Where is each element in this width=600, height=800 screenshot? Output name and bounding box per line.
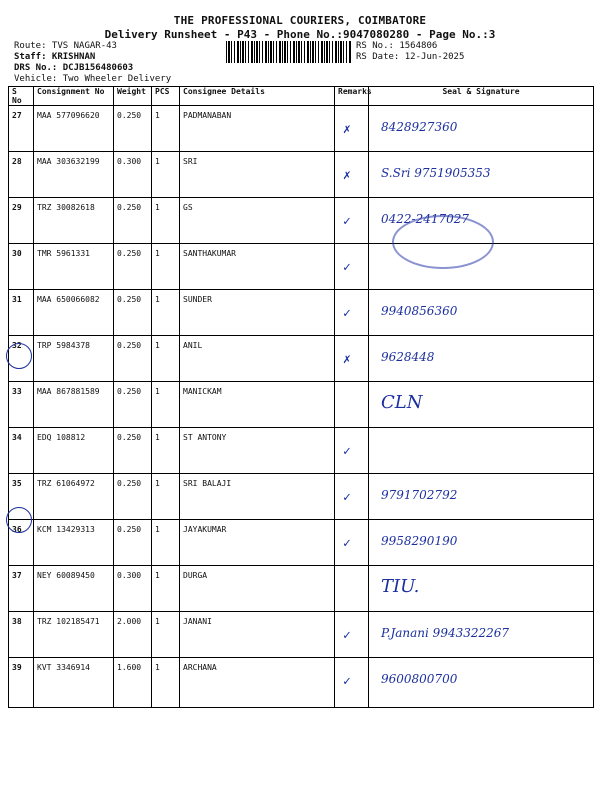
cell-weight: 0.250 [114, 474, 152, 520]
handwritten-signature: S.Sri 9751905353 [381, 166, 491, 180]
cell-consignment: MAA 650066082 [34, 290, 114, 336]
table-row [9, 336, 594, 382]
col-header-signature: Seal & Signature [369, 87, 594, 106]
cell-signature [369, 612, 594, 658]
handwritten-signature: 8428927360 [381, 120, 458, 134]
table-row [9, 198, 594, 244]
cell-weight: 0.250 [114, 198, 152, 244]
company-seal-stamp [392, 215, 494, 269]
cell-remarks [335, 106, 369, 152]
handwritten-signature: CLN [381, 392, 423, 413]
handwritten-signature: 0422-2417027 [381, 212, 470, 226]
cell-consignment: KCM 13429313 [34, 520, 114, 566]
table-row [9, 658, 594, 708]
cell-signature [369, 382, 594, 428]
cell-consignment: TRP 5984378 [34, 336, 114, 382]
runsheet-table [8, 86, 594, 708]
barcode-image [226, 41, 352, 63]
col-header-weight: Weight [114, 87, 152, 106]
cell-consignee: ST ANTONY [180, 428, 335, 474]
cell-sno: 37 [9, 566, 34, 612]
cell-sno: 29 [9, 198, 34, 244]
cell-pcs: 1 [152, 198, 180, 244]
col-header-consignment: Consignment No [34, 87, 114, 106]
cell-weight: 2.000 [114, 612, 152, 658]
cell-pcs: 1 [152, 612, 180, 658]
handwritten-signature: 9628448 [381, 350, 435, 364]
cell-consignment: NEY 60089450 [34, 566, 114, 612]
table-row [9, 612, 594, 658]
cell-consignment: TRZ 61064972 [34, 474, 114, 520]
cell-consignment: EDQ 108812 [34, 428, 114, 474]
cell-weight: 0.250 [114, 336, 152, 382]
tick-mark-icon: ✓ [343, 306, 351, 321]
table-row [9, 106, 594, 152]
cell-consignment: MAA 867881589 [34, 382, 114, 428]
cell-sno: 31 [9, 290, 34, 336]
cell-remarks [335, 382, 369, 428]
cell-signature [369, 474, 594, 520]
route-info: Route: TVS NAGAR-43 [14, 41, 117, 51]
cell-consignee: ARCHANA [180, 658, 335, 708]
table-row [9, 520, 594, 566]
handwritten-signature: 9940856360 [381, 304, 458, 318]
col-header-remarks: Remarks [335, 87, 369, 106]
cell-consignee: PADMANABAN [180, 106, 335, 152]
cell-pcs: 1 [152, 290, 180, 336]
cell-remarks [335, 658, 369, 708]
cell-remarks [335, 152, 369, 198]
drs-info: DRS No.: DCJB156480603 [14, 63, 134, 73]
table-header-row [9, 87, 594, 106]
document-subtitle: Delivery Runsheet - P43 - Phone No.:9047080280 - Page No.:3 [104, 28, 496, 41]
cell-consignee: JANANI [180, 612, 335, 658]
cell-signature [369, 336, 594, 382]
cell-pcs: 1 [152, 152, 180, 198]
cell-sno: 38 [9, 612, 34, 658]
cell-signature [369, 152, 594, 198]
cell-consignee: SUNDER [180, 290, 335, 336]
tick-mark-icon: ✓ [343, 536, 351, 551]
handwritten-signature: TIU. [381, 576, 420, 597]
cell-consignee: JAYAKUMAR [180, 520, 335, 566]
cell-signature [369, 428, 594, 474]
cell-consignee: DURGA [180, 566, 335, 612]
cell-weight: 0.250 [114, 106, 152, 152]
rs-date: RS Date: 12-Jun-2025 [356, 52, 465, 62]
cell-consignee: SRI [180, 152, 335, 198]
cell-consignee: SRI BALAJI [180, 474, 335, 520]
handwritten-signature: 9600800700 [381, 672, 458, 686]
cell-remarks [335, 474, 369, 520]
cell-signature [369, 290, 594, 336]
cell-pcs: 1 [152, 566, 180, 612]
cell-pcs: 1 [152, 428, 180, 474]
tick-mark-icon: ✓ [343, 674, 351, 689]
cell-remarks [335, 290, 369, 336]
cell-sno: 34 [9, 428, 34, 474]
cell-consignee: GS [180, 198, 335, 244]
table-row [9, 244, 594, 290]
cell-remarks [335, 520, 369, 566]
cell-signature [369, 566, 594, 612]
cell-consignment: TRZ 30082618 [34, 198, 114, 244]
table-row [9, 382, 594, 428]
cell-weight: 0.300 [114, 152, 152, 198]
table-row [9, 428, 594, 474]
tick-mark-icon: ✓ [343, 490, 351, 505]
cell-consignment: TMR 5961331 [34, 244, 114, 290]
cell-weight: 0.250 [114, 520, 152, 566]
cell-sno: 35 [9, 474, 34, 520]
cell-remarks [335, 198, 369, 244]
rs-number: RS No.: 1564806 [356, 41, 438, 51]
document-title: THE PROFESSIONAL COURIERS, COIMBATORE [173, 14, 427, 27]
tick-mark-icon: ✓ [343, 444, 351, 459]
cell-sno: 33 [9, 382, 34, 428]
cell-pcs: 1 [152, 382, 180, 428]
cell-remarks [335, 428, 369, 474]
cell-sno: 27 [9, 106, 34, 152]
table-row [9, 152, 594, 198]
col-header-pcs: PCS [152, 87, 180, 106]
cell-pcs: 1 [152, 336, 180, 382]
tick-mark-icon: ✓ [343, 214, 351, 229]
tick-mark-icon: ✓ [343, 260, 351, 275]
table-row [9, 566, 594, 612]
circle-annotation [6, 507, 32, 533]
table-row [9, 290, 594, 336]
cell-signature [369, 106, 594, 152]
tick-mark-icon: ✓ [343, 628, 351, 643]
cell-consignee: SANTHAKUMAR [180, 244, 335, 290]
cell-consignee: MANICKAM [180, 382, 335, 428]
cell-consignment: MAA 577096620 [34, 106, 114, 152]
cell-sno: 39 [9, 658, 34, 708]
tick-mark-icon: ✗ [343, 168, 351, 183]
tick-mark-icon: ✗ [343, 352, 351, 367]
cell-remarks [335, 244, 369, 290]
cell-weight: 0.250 [114, 244, 152, 290]
cell-weight: 0.250 [114, 290, 152, 336]
cell-consignee: ANIL [180, 336, 335, 382]
circle-annotation [6, 343, 32, 369]
tick-mark-icon: ✗ [343, 122, 351, 137]
cell-signature [369, 520, 594, 566]
cell-sno: 32 [9, 336, 34, 382]
cell-signature [369, 658, 594, 708]
cell-sno: 30 [9, 244, 34, 290]
cell-weight: 0.250 [114, 382, 152, 428]
cell-remarks [335, 612, 369, 658]
cell-weight: 0.300 [114, 566, 152, 612]
cell-pcs: 1 [152, 474, 180, 520]
vehicle-info: Vehicle: Two Wheeler Delivery [14, 74, 172, 84]
handwritten-signature: P.Janani 9943322267 [381, 626, 510, 640]
staff-info: Staff: KRISHNAN [14, 52, 96, 62]
handwritten-signature: 9958290190 [381, 534, 458, 548]
cell-sno: 36 [9, 520, 34, 566]
cell-pcs: 1 [152, 244, 180, 290]
cell-consignment: TRZ 102185471 [34, 612, 114, 658]
col-header-consignee: Consignee Details [180, 87, 335, 106]
cell-pcs: 1 [152, 520, 180, 566]
table-row [9, 474, 594, 520]
handwritten-signature: 9791702792 [381, 488, 458, 502]
cell-sno: 28 [9, 152, 34, 198]
cell-remarks [335, 566, 369, 612]
cell-remarks [335, 336, 369, 382]
cell-consignment: MAA 303632199 [34, 152, 114, 198]
cell-weight: 1.600 [114, 658, 152, 708]
cell-consignment: KVT 3346914 [34, 658, 114, 708]
col-header-sno: S No [9, 87, 34, 106]
cell-pcs: 1 [152, 658, 180, 708]
cell-pcs: 1 [152, 106, 180, 152]
cell-weight: 0.250 [114, 428, 152, 474]
